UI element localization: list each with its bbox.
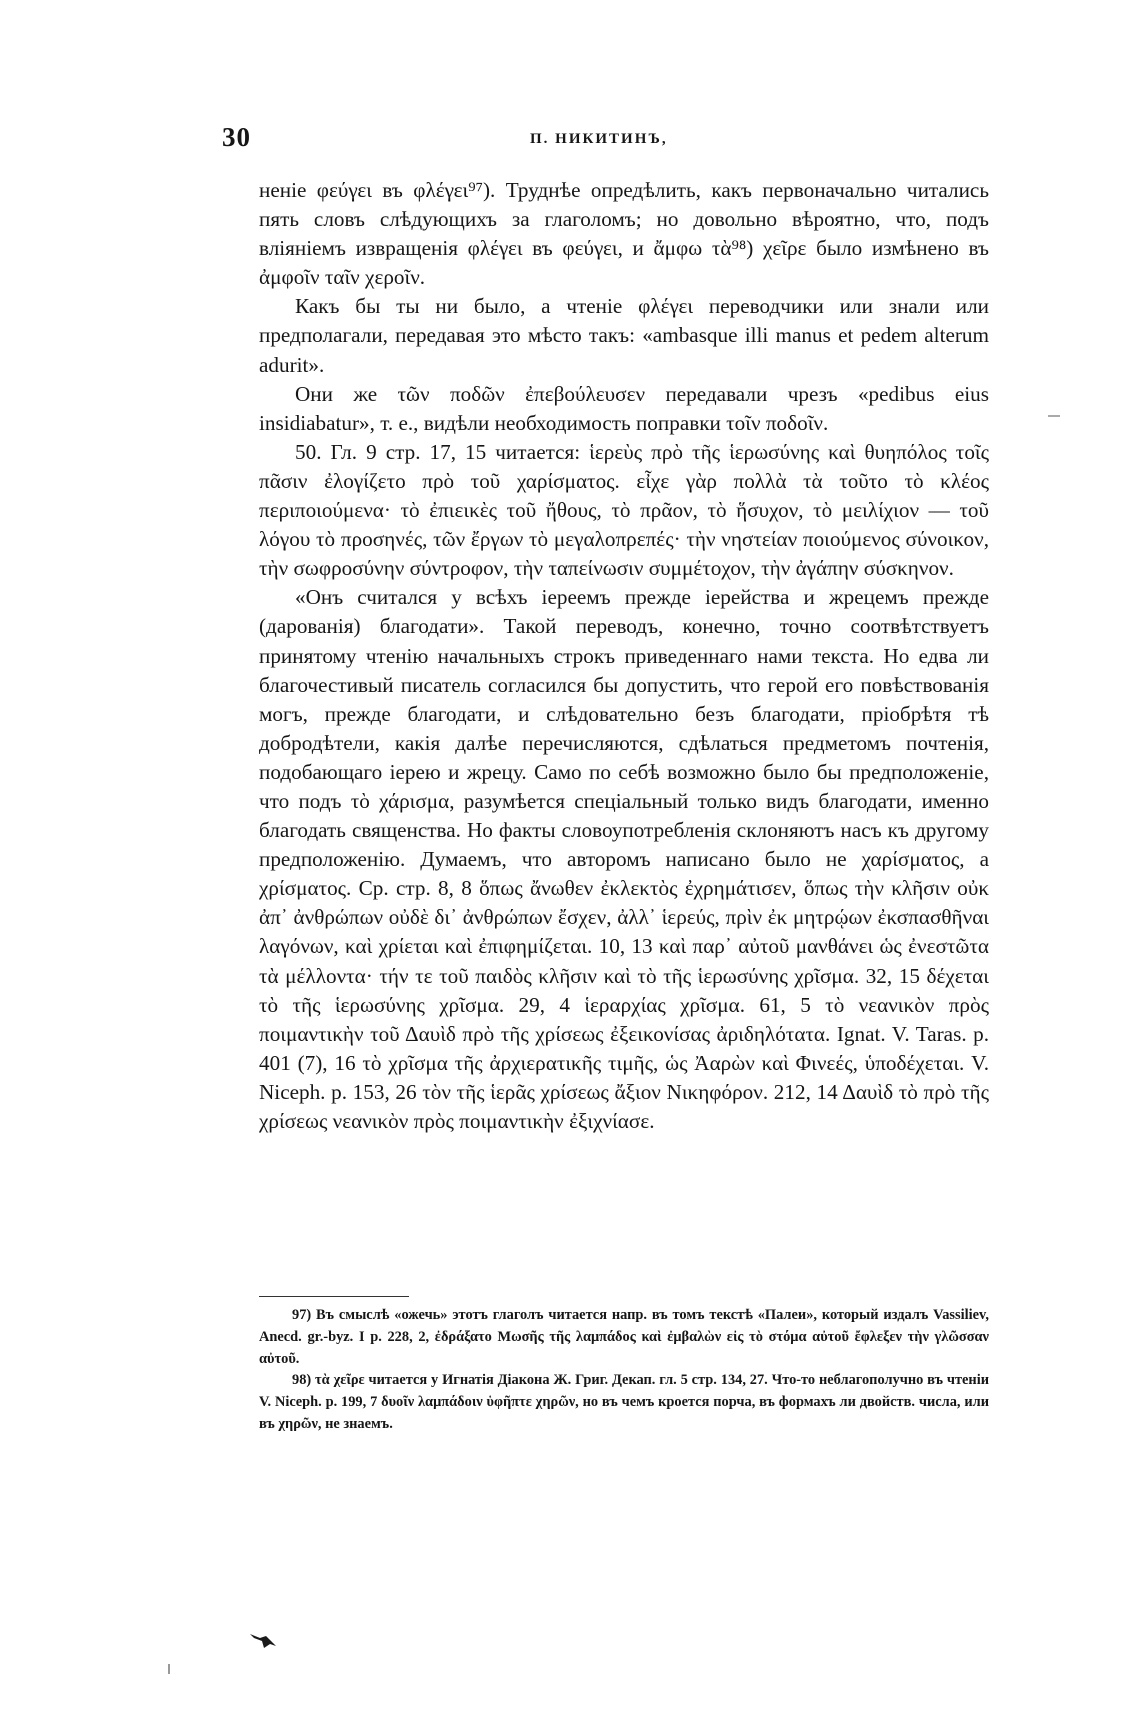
footnotes <box>259 1305 989 1436</box>
paragraph-section-50: 50. Гл. 9 стр. 17, 15 читается: ἱερεὺς πρὸ τῆς ἱερωσύνης καὶ θυηπόλος τοῖς πᾶσιν ἐλογίζετο πρὸ τοῦ χαρίσματος. εἶχε γὰρ πολλὰ τὰ τοῦτο τὸ κλέος περιποιούμενα· τὸ ἐπιεικὲς τοῦ ἤθους, τὸ πρᾶον, τὸ ἥσυχον, τὸ μειλίχιον — τοῦ λόγου τὸ προσηνές, τῶν ἔργων τὸ μεγαλοπρεπές· τὴν νηστείαν ποιούμενος σύνοικον, τὴν σωφροσύνην σύντροφον, τὴν ταπείνωσιν συμμέτοχον, τὴν ἀγάπην σύσκηνον. <box>259 439 989 581</box>
running-head-author: П. НИКИТИНЪ, <box>530 131 668 147</box>
printer-mark-icon <box>248 1628 278 1652</box>
footnote-97: 97) Въ смыслѣ «ожечь» этотъ глаголъ читается напр. въ томъ текстѣ «Палеи», который издалъ Vassiliev, Anecd. gr.-byz. I p. 228, 2, ἐδράξατο Μωσῆς τῆς λαμπάδος καὶ ἐμβαλὼν εἰς τὸ στόμα αὐτοῦ ἔφλεξεν τὴν γλῶσσαν αὐτοῦ. <box>259 1307 989 1367</box>
scan-speck <box>168 1664 170 1674</box>
paragraph-commentary: «Онъ считался у всѣхъ іереемъ прежде іерейства и жрецемъ прежде (дарованія) благодати». Такой переводъ, конечно, точно соотвѣтствуетъ принятому чтенію начальныхъ строкъ приведеннаго нами текста. Но едва ли благочестивый писатель согласился бы допустить, что герой его повѣствованія могъ, прежде благодати, и слѣдовательно безъ благодати, пріобрѣтя тѣ добродѣтели, какія далѣе перечисляются, сдѣлаться предметомъ почтенія, подобающаго іерею и жрецу. Само по себѣ возможно было бы предположеніе, что подъ τὸ χάρισμα, разумѣется спеціальный только видъ благодати, именно благодать священства. Но факты словоупотребленія склоняютъ насъ къ другому предположенію. Думаемъ, что авторомъ написано было не χαρίσματος, а χρίσματος. Ср. стр. 8, 8 ὅπως ἄνωθεν ἐκλεκτὸς ἐχρημάτισεν, ὅπως τὴν κλῆσιν οὐκ ἀπ᾽ ἀνθρώπων οὐδὲ δι᾽ ἀνθρώπων ἔσχεν, ἀλλ᾽ ἱερεύς, πρὶν ἐκ μητρῴων ἐκσπασθῆναι λαγόνων, καὶ χρίεται καὶ ἐπιφημίζεται. 10, 13 καὶ παρ᾽ αὐτοῦ μανθάνει ὡς ἐνεστῶτα τὰ μέλλοντα· τήν τε τοῦ παιδὸς κλῆσιν καὶ τὸ τῆς ἱερωσύνης χρῖσμα. 32, 15 δέχεται τὸ τῆς ἱερωσύνης χρῖσμα. 29, 4 ἱεραρχίας χρῖσμα. 61, 5 τὸ νεανικὸν πρὸς ποιμαντικὴν τοῦ Δαυὶδ πρὸ τῆς χρίσεως ἐξεικονίσας ἀριδηλότατα. Ignat. V. Taras. p. 401 (7), 16 τὸ χρῖσμα τῆς ἀρχιερατικῆς τιμῆς, ὡς Ἀαρὼν καὶ Φινεές, ὑποδέχεται. V. Niceph. p. 153, 26 τὸν τῆς ἱερᾶς χρίσεως ἄξιον Νικηφόρον. 212, 14 Δαυὶδ τὸ πρὸ τῆς χρίσεως νεανικὸν πρὸς ποιμαντικὴν ἐξιχνίασε. <box>259 585 989 1133</box>
paragraph-podon-note: Они же τῶν ποδῶν ἐπεβούλευσεν передавали чрезъ «pedibus eius insidiabatur», т. е., видѣли необходимость поправки τοῖν ποδοῖν. <box>259 381 989 435</box>
footnote-98: 98) τὰ χεῖρε читается у Игнатія Діакона Ж. Григ. Декап. гл. 5 стр. 134, 27. Что-то неблагополучно въ чтеніи V. Niceph. p. 199, 7 δυοῖν λαμπάδοιν ὑφῆπτε χηρῶν, но въ чемъ кроется порча, въ формахъ ли двойств. числа, или въ χηρῶν, не знаемъ. <box>259 1372 989 1432</box>
page-number: 30 <box>222 122 251 152</box>
scan-speck-margin <box>1048 415 1060 417</box>
main-text <box>259 176 989 1136</box>
footnote-divider <box>259 1296 409 1297</box>
paragraph-translation-note: Какъ бы ты ни было, а чтеніе φλέγει переводчики или знали или предполагали, передавая это мѣсто такъ: «ambasque illi manus et pedem alterum adurit». <box>259 294 989 377</box>
paragraph-continuation: неніе φεύγει въ φλέγει⁹⁷). Труднѣе опредѣлить, какъ первоначально читались пять словъ слѣдующихъ за глаголомъ; но довольно вѣроятно, что, подъ вліяніемъ извращенія φλέγει въ φεύγει, и ἄμφω τὰ⁹⁸) χεῖρε было измѣнено въ ἀμφοῖν ταῖν χεροῖν. <box>259 178 989 290</box>
